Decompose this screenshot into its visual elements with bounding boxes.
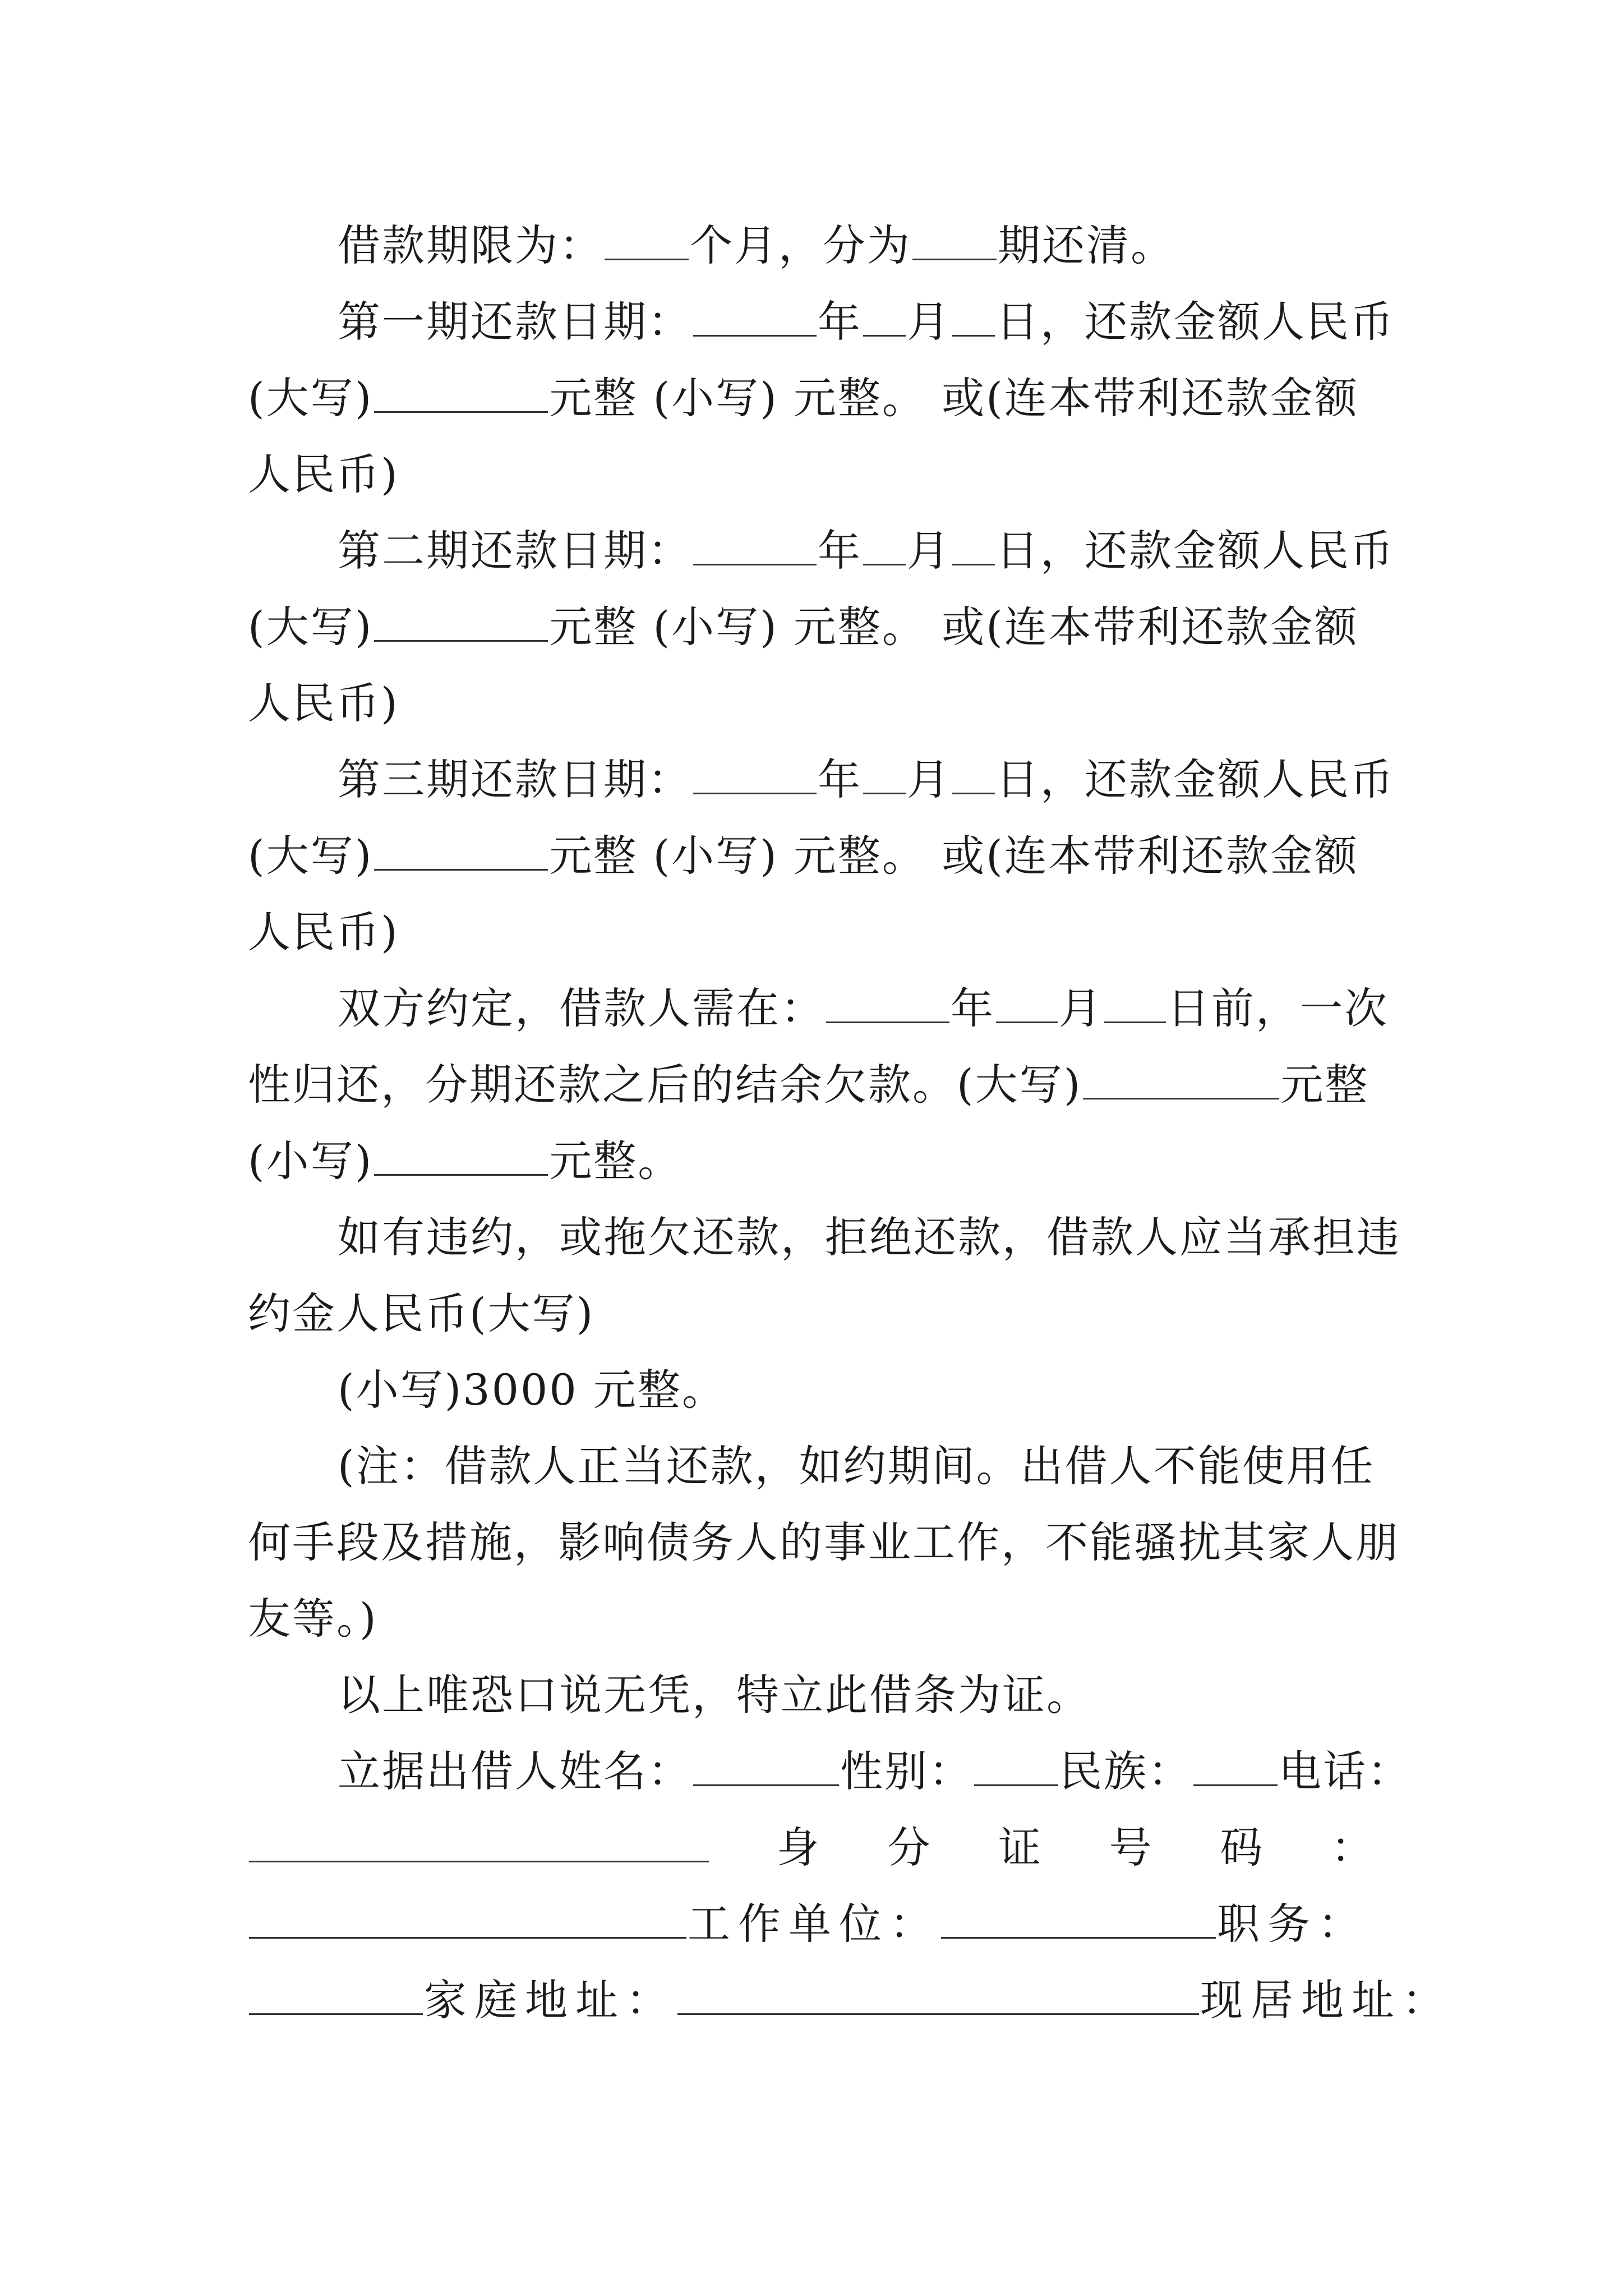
month-label: 月 bbox=[907, 297, 951, 347]
penalty-text-3: (小写)3000 元整。 bbox=[338, 1365, 726, 1415]
day-blank[interactable] bbox=[952, 753, 995, 794]
installment-label: 第一期还款日期： bbox=[338, 297, 692, 347]
day-blank[interactable] bbox=[952, 296, 995, 337]
lender-gender-blank[interactable] bbox=[974, 1745, 1058, 1786]
year-blank[interactable] bbox=[693, 296, 817, 337]
year-blank[interactable] bbox=[693, 524, 817, 565]
day-label: 日，还款金额人民币 bbox=[996, 297, 1395, 347]
lender-line-3 bbox=[248, 1886, 1375, 1962]
balance-xiaoxie-blank[interactable] bbox=[374, 1135, 548, 1176]
rmb-text: 人民币) bbox=[248, 907, 399, 957]
daxie-label: (大写) bbox=[248, 602, 374, 652]
installment-3-amount-line bbox=[248, 818, 1375, 894]
installment-3-date-line bbox=[248, 742, 1395, 818]
rmb-text: 人民币) bbox=[248, 678, 399, 728]
daxie-label: (大写) bbox=[248, 831, 374, 881]
year-label: 年 bbox=[818, 526, 862, 576]
agreement-line-1 bbox=[248, 970, 1389, 1047]
lender-position-label: 职务： bbox=[1217, 1899, 1368, 1949]
year-label: 年 bbox=[818, 754, 862, 804]
daxie-amount-blank[interactable] bbox=[374, 601, 548, 642]
installment-3-rmb-line bbox=[248, 894, 1375, 970]
lender-name-label: 立据出借人姓名： bbox=[338, 1746, 692, 1796]
day-label: 日，还款金额人民币 bbox=[996, 754, 1395, 804]
agreement-day-label: 日前，一次 bbox=[1167, 983, 1389, 1033]
xiaoxie-text: (小写) 元整。 或(连本带利还款金额 bbox=[638, 831, 1359, 881]
agreement-month-blank[interactable] bbox=[996, 982, 1058, 1023]
agreement-line-2 bbox=[248, 1047, 1375, 1123]
agreement-day-blank[interactable] bbox=[1104, 982, 1166, 1023]
id-char: 证 bbox=[998, 1823, 1043, 1872]
penalty-text-1: 如有违约，或拖欠还款，拒绝还款，借款人应当承担违 bbox=[338, 1212, 1401, 1262]
id-char: 码 bbox=[1220, 1823, 1265, 1872]
closing-text: 以上唯恐口说无凭，特立此借条为证。 bbox=[338, 1670, 1091, 1720]
lender-name-blank[interactable] bbox=[693, 1745, 839, 1786]
agreement-year-label: 年 bbox=[951, 983, 995, 1033]
id-char: ： bbox=[1330, 1823, 1375, 1872]
daxie-amount-blank[interactable] bbox=[374, 830, 548, 871]
lender-phone-label: 电话： bbox=[1279, 1746, 1412, 1796]
agreement-prefix: 双方约定，借款人需在： bbox=[338, 983, 825, 1033]
year-label: 年 bbox=[818, 297, 862, 347]
month-blank[interactable] bbox=[863, 524, 906, 565]
lender-ethnic-blank[interactable] bbox=[1193, 1745, 1278, 1786]
note-text-2: 何手段及措施，影响债务人的事业工作，不能骚扰其家人朋 bbox=[248, 1517, 1400, 1567]
lender-line-1 bbox=[248, 1733, 1412, 1810]
installment-2-date-line bbox=[248, 513, 1395, 589]
xiaoxie-text: (小写) 元整。 或(连本带利还款金额 bbox=[638, 373, 1359, 423]
month-blank[interactable] bbox=[863, 753, 906, 794]
installment-1-date-line bbox=[248, 284, 1395, 360]
term-suffix: 期还清。 bbox=[998, 220, 1175, 270]
agreement-xiaoxie-label: (小写) bbox=[248, 1136, 374, 1186]
lender-id-blank[interactable] bbox=[249, 1898, 686, 1939]
term-prefix: 借款期限为： bbox=[338, 220, 603, 270]
months-blank[interactable] bbox=[605, 219, 689, 260]
balance-daxie-blank[interactable] bbox=[1083, 1059, 1279, 1099]
installment-label: 第三期还款日期： bbox=[338, 754, 692, 804]
id-char: 身 bbox=[776, 1823, 821, 1872]
contract-body bbox=[248, 208, 1453, 2039]
yuan-label: 元整 bbox=[549, 831, 638, 881]
id-char: 号 bbox=[1109, 1823, 1154, 1872]
note-line-3 bbox=[248, 1581, 1375, 1657]
lender-current-label: 现居地址： bbox=[1200, 1975, 1453, 2025]
penalty-line-1 bbox=[248, 1199, 1401, 1276]
agreement-line-3 bbox=[248, 1123, 1375, 1199]
installment-1-rmb-line bbox=[248, 436, 1375, 513]
lender-home-label: 家庭地址： bbox=[424, 1975, 676, 2025]
closing-line bbox=[248, 1657, 1375, 1733]
penalty-text-2: 约金人民币(大写) bbox=[248, 1289, 595, 1338]
note-line-1 bbox=[248, 1428, 1375, 1504]
lender-home-blank[interactable] bbox=[677, 1974, 1199, 2015]
agreement-text: 性归还，分期还款之后的结余欠款。(大写) bbox=[248, 1060, 1082, 1110]
installment-2-amount-line bbox=[248, 589, 1375, 665]
lender-line-2 bbox=[248, 1810, 1375, 1886]
note-line-2 bbox=[248, 1504, 1400, 1581]
lender-position-blank[interactable] bbox=[249, 1974, 423, 2015]
penalty-line-3 bbox=[248, 1352, 1375, 1428]
lender-ethnic-label: 民族： bbox=[1059, 1746, 1192, 1796]
agreement-yuan-label: 元整 bbox=[1280, 1060, 1370, 1110]
id-char: 分 bbox=[887, 1823, 932, 1872]
installment-label: 第二期还款日期： bbox=[338, 526, 692, 576]
agreement-yuan-end: 元整。 bbox=[549, 1136, 683, 1186]
agreement-year-blank[interactable] bbox=[826, 982, 949, 1023]
penalty-line-2 bbox=[248, 1276, 1375, 1352]
month-label: 月 bbox=[907, 754, 951, 804]
day-blank[interactable] bbox=[952, 524, 995, 565]
year-blank[interactable] bbox=[693, 753, 817, 794]
installment-2-rmb-line bbox=[248, 665, 1375, 742]
lender-line-4 bbox=[248, 1962, 1453, 2039]
note-text-3: 友等。) bbox=[248, 1594, 378, 1644]
lender-phone-blank[interactable] bbox=[249, 1821, 709, 1862]
month-blank[interactable] bbox=[863, 296, 906, 337]
month-label: 月 bbox=[907, 526, 951, 576]
note-text-1: (注：借款人正当还款，如约期间。出借人不能使用任 bbox=[338, 1441, 1375, 1491]
yuan-label: 元整 bbox=[549, 373, 638, 423]
yuan-label: 元整 bbox=[549, 602, 638, 652]
daxie-label: (大写) bbox=[248, 373, 374, 423]
periods-blank[interactable] bbox=[912, 219, 997, 260]
xiaoxie-text: (小写) 元整。 或(连本带利还款金额 bbox=[638, 602, 1359, 652]
day-label: 日，还款金额人民币 bbox=[996, 526, 1395, 576]
installment-1-amount-line bbox=[248, 360, 1375, 436]
rmb-text: 人民币) bbox=[248, 449, 399, 499]
lender-work-label: 工作单位： bbox=[688, 1899, 940, 1949]
daxie-amount-blank[interactable] bbox=[374, 372, 548, 413]
term-mid: 个月，分为 bbox=[690, 220, 911, 270]
lender-work-blank[interactable] bbox=[941, 1898, 1216, 1939]
term-line bbox=[248, 208, 1375, 284]
lender-gender-label: 性别： bbox=[840, 1746, 973, 1796]
agreement-month-label: 月 bbox=[1059, 983, 1103, 1033]
